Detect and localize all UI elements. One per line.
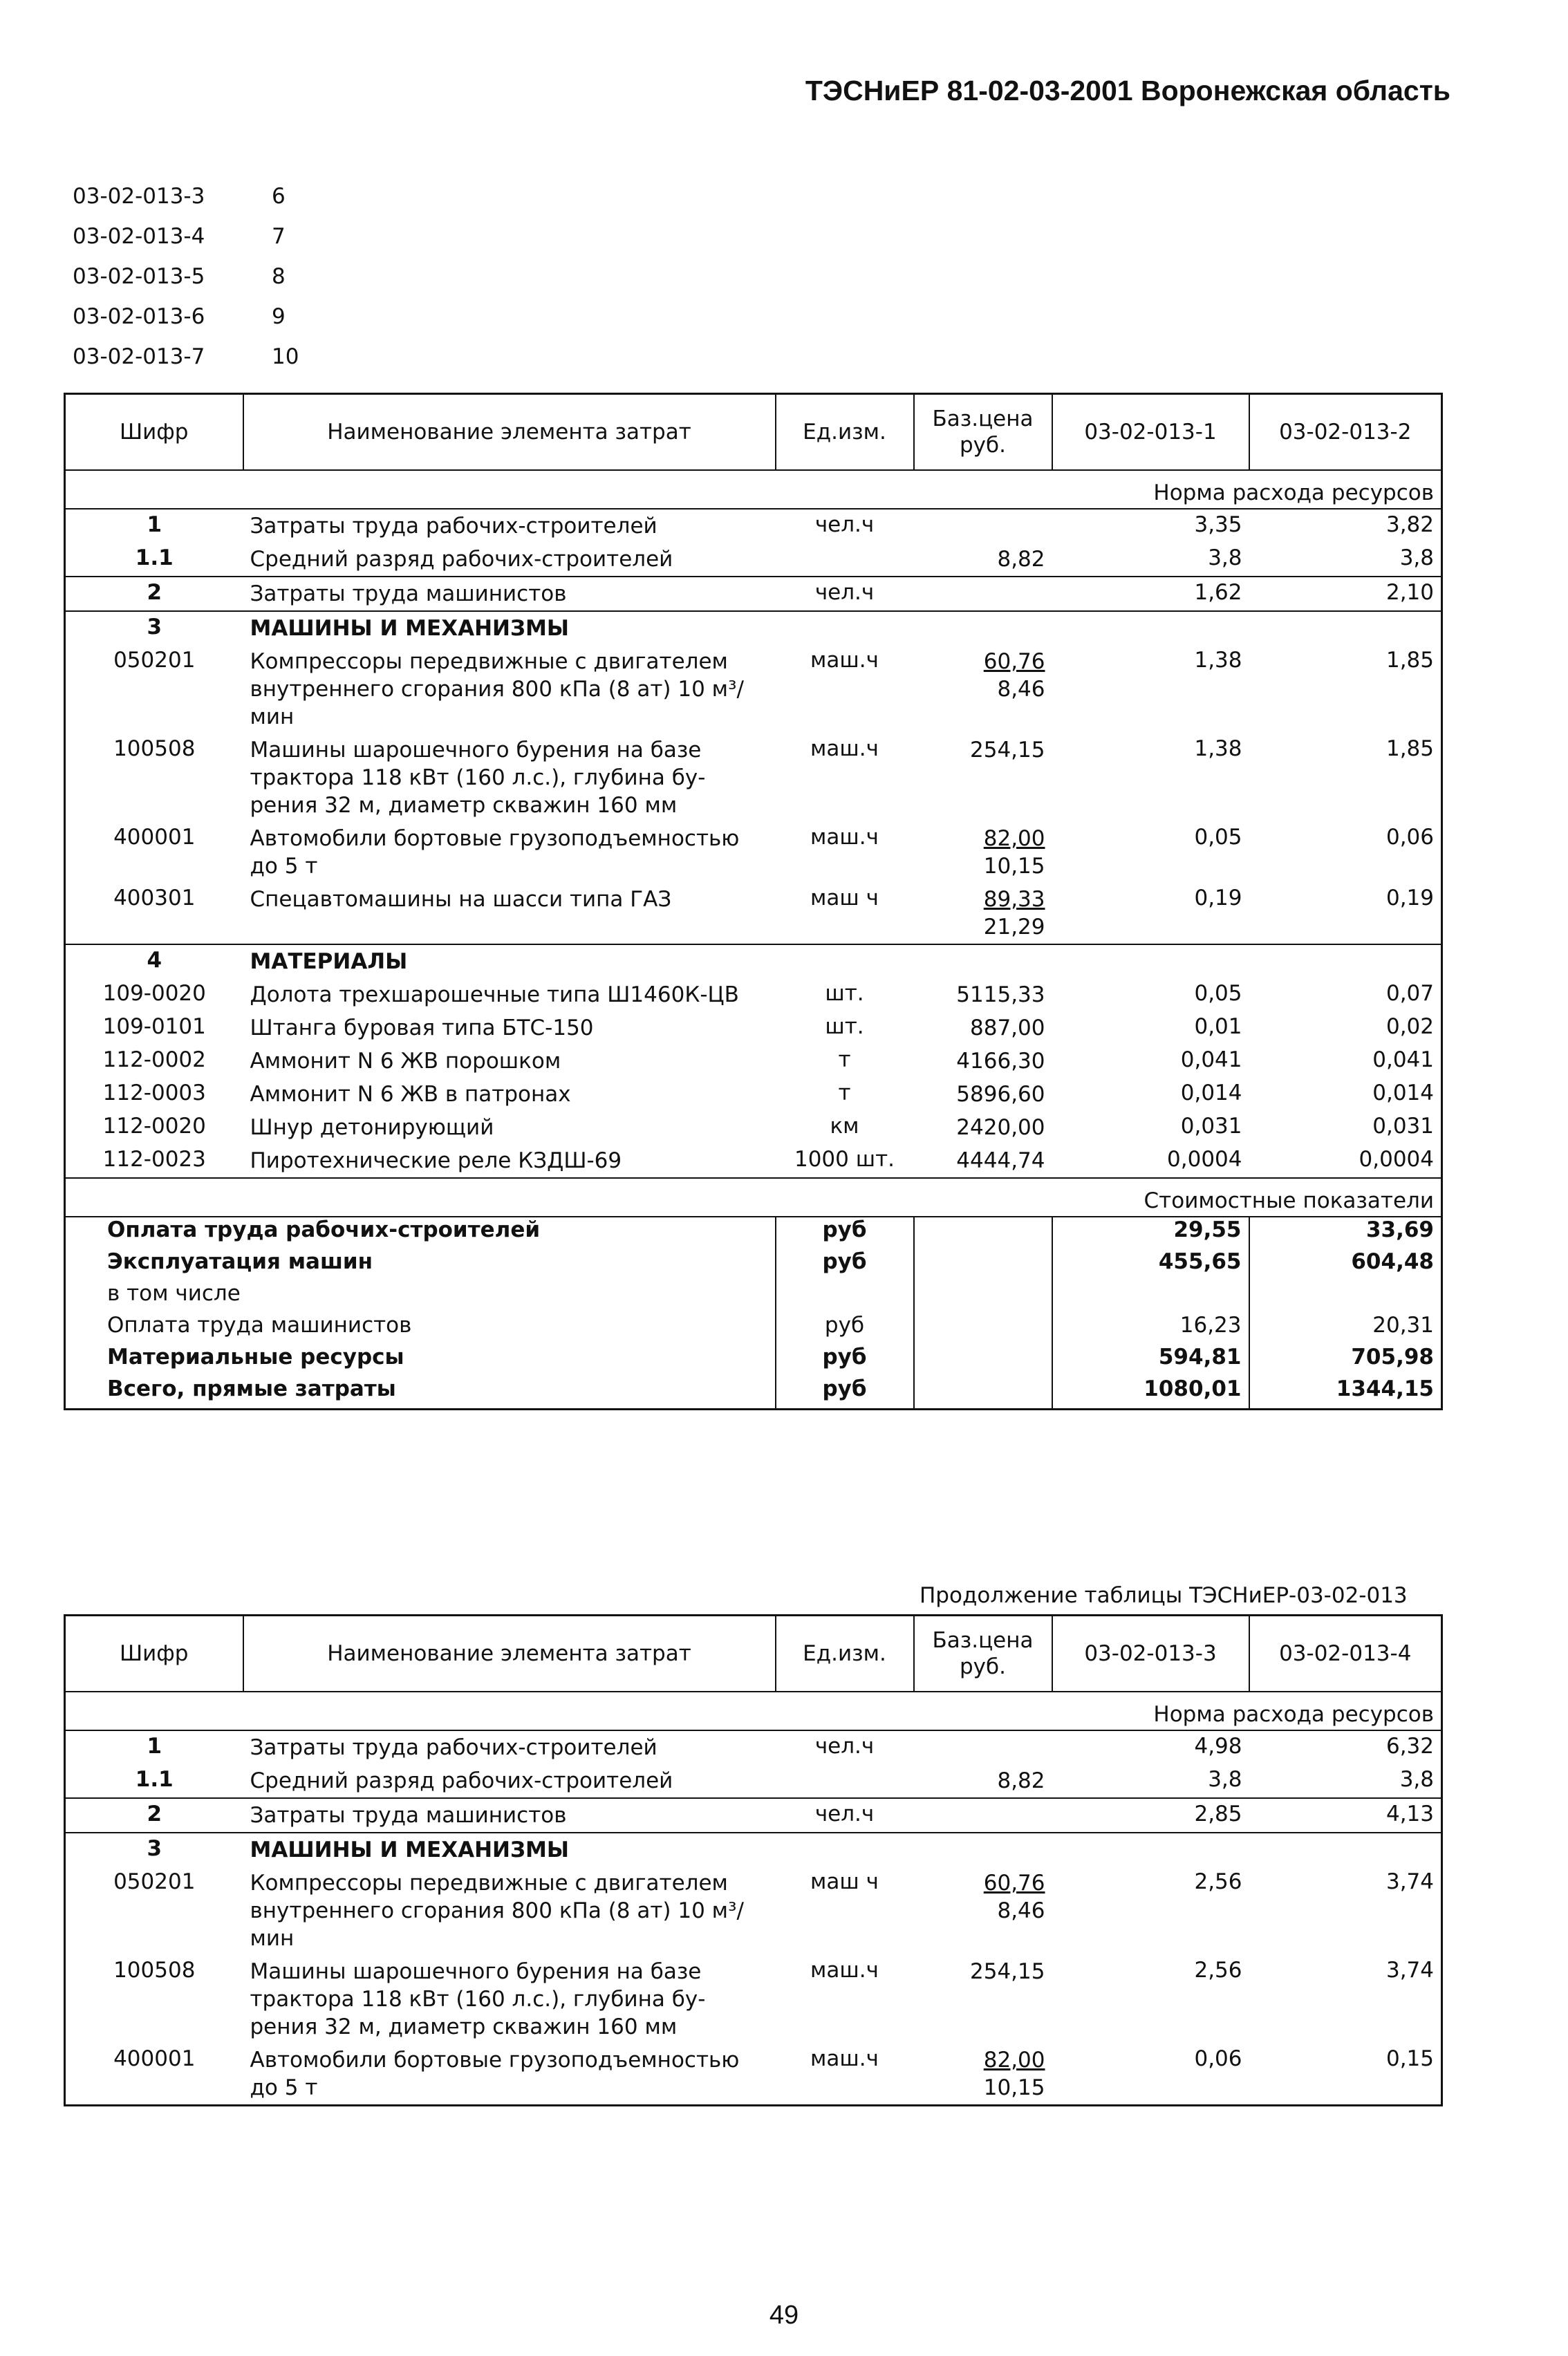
row-value-1: 0,19	[1194, 886, 1242, 910]
column-header: Баз.цена руб.	[914, 394, 1052, 471]
row-name: Долота трехшарошечные типа Ш1460К-ЦВ	[250, 982, 739, 1007]
table-row	[65, 2044, 1442, 2106]
code-list-code: 03-02-013-3	[73, 184, 205, 209]
row-price	[914, 1798, 1052, 1833]
row-name: МАШИНЫ И МЕХАНИЗМЫ	[243, 611, 776, 645]
code-list-item	[73, 216, 299, 256]
table-row	[65, 978, 1442, 1011]
row-name: Аммонит N 6 ЖВ порошком	[250, 1049, 561, 1074]
row-unit	[776, 543, 914, 577]
row-name: Компрессоры передвижные с двигателем внутреннего сгорания 800 кПа (8 ат) 10 м³/мин	[250, 1871, 744, 1951]
row-name: Автомобили бортовые грузоподъемностью до 5 т	[250, 826, 740, 879]
resource-table-2	[64, 1614, 1443, 2106]
row-code: 400001	[113, 2046, 196, 2071]
table-row	[65, 1078, 1442, 1111]
row-name: Затраты труда рабочих-строителей	[243, 1730, 776, 1764]
row-code: 050201	[113, 648, 196, 673]
cost-value-1: 455,65	[1052, 1249, 1249, 1281]
cost-label: Эксплуатация машин	[65, 1249, 776, 1281]
row-price	[914, 1833, 1052, 1867]
code-list-number: 9	[272, 304, 286, 329]
cost-row	[65, 1217, 1442, 1249]
row-value-1: 0,01	[1194, 1014, 1242, 1039]
row-price	[914, 944, 1052, 978]
norm-section-label: Норма расхода ресурсов	[1153, 1702, 1434, 1727]
row-code: 1	[65, 509, 243, 543]
row-price	[914, 2044, 1052, 2106]
cost-value-2: 604,48	[1351, 1249, 1434, 1274]
row-price	[914, 1011, 1052, 1045]
row-value-2: 0,15	[1385, 2046, 1434, 2071]
row-price	[914, 577, 1052, 611]
code-list-item	[73, 256, 299, 297]
row-price-value: 5896,60	[956, 1082, 1045, 1107]
cost-value-2: 33,69	[1249, 1217, 1442, 1249]
table-row	[65, 1764, 1442, 1798]
row-price	[914, 883, 1052, 944]
cost-value-1: 29,55	[1052, 1217, 1249, 1249]
row-name: Затраты труда машинистов	[243, 1798, 776, 1833]
row-unit: маш.ч	[810, 2046, 879, 2071]
row-name: Затраты труда рабочих-строителей	[243, 509, 776, 543]
row-unit: км	[830, 1114, 859, 1139]
row-value-1	[1052, 944, 1249, 978]
row-value-2: 0,041	[1372, 1047, 1434, 1072]
row-code: 3	[65, 1833, 243, 1867]
cost-price-empty	[914, 1217, 1052, 1249]
row-code: 1.1	[135, 1767, 174, 1792]
cost-unit	[776, 1281, 914, 1313]
row-price	[914, 1078, 1052, 1111]
cost-unit: руб	[776, 1313, 914, 1345]
cost-label: Оплата труда рабочих-строителей	[65, 1217, 776, 1249]
row-price	[914, 822, 1052, 883]
table-row	[65, 645, 1442, 733]
row-value-2: 0,06	[1385, 825, 1434, 850]
row-unit: маш ч	[810, 1869, 879, 1894]
column-header: 03-02-013-3	[1052, 1616, 1249, 1692]
row-value-1: 2,56	[1194, 1869, 1242, 1894]
row-value-1: 1,38	[1194, 736, 1242, 761]
row-value-1: 0,041	[1180, 1047, 1242, 1072]
table-row	[65, 1833, 1442, 1867]
row-value-2	[1249, 1833, 1442, 1867]
row-unit: маш.ч	[810, 736, 879, 761]
table-header-row	[65, 394, 1442, 471]
row-unit: шт.	[825, 1014, 864, 1039]
row-value-1: 0,05	[1194, 981, 1242, 1006]
row-price	[914, 543, 1052, 577]
row-unit	[776, 944, 914, 978]
table-row	[65, 822, 1442, 883]
column-header: Наименование элемента затрат	[243, 1616, 776, 1692]
row-value-2: 0,0004	[1359, 1147, 1434, 1172]
row-name: Спецавтомашины на шасси типа ГАЗ	[250, 887, 672, 912]
row-value-2: 0,031	[1372, 1114, 1434, 1139]
code-list-item	[73, 176, 299, 216]
table-row	[65, 509, 1442, 543]
table-row	[65, 944, 1442, 978]
row-code: 112-0003	[102, 1081, 206, 1105]
row-value-2: 4,13	[1249, 1798, 1442, 1833]
table-row	[65, 1730, 1442, 1764]
row-name: Аммонит N 6 ЖВ в патронах	[250, 1082, 571, 1107]
row-price	[914, 1764, 1052, 1798]
row-price	[914, 978, 1052, 1011]
row-value-2: 3,8	[1399, 1767, 1434, 1792]
row-unit: чел.ч	[776, 577, 914, 611]
row-code: 1	[65, 1730, 243, 1764]
row-price-value: 89,33	[983, 887, 1045, 912]
code-list-code: 03-02-013-7	[73, 344, 205, 369]
cost-label: Всего, прямые затраты	[65, 1376, 776, 1410]
cost-value-2	[1249, 1281, 1442, 1313]
cost-unit: руб	[776, 1345, 914, 1376]
row-value-2: 0,014	[1372, 1081, 1434, 1105]
norm-section-row	[65, 1692, 1442, 1730]
cost-price-empty	[914, 1249, 1052, 1281]
cost-unit: руб	[776, 1376, 914, 1410]
cost-label: в том числе	[65, 1281, 776, 1313]
column-header: Баз.цена руб.	[914, 1616, 1052, 1692]
cost-label: Материальные ресурсы	[65, 1345, 776, 1376]
row-name: МАТЕРИАЛЫ	[243, 944, 776, 978]
row-price-secondary: 10,15	[983, 854, 1045, 879]
row-name: Пиротехнические реле КЗДШ-69	[250, 1148, 622, 1173]
row-unit: чел.ч	[776, 509, 914, 543]
row-price	[914, 1955, 1052, 2044]
row-unit	[776, 611, 914, 645]
row-value-1: 2,56	[1194, 1958, 1242, 1983]
row-unit: чел.ч	[776, 1730, 914, 1764]
row-unit: 1000 шт.	[794, 1147, 895, 1172]
cost-price-empty	[914, 1345, 1052, 1376]
row-value-1: 3,8	[1208, 545, 1242, 570]
norm-section-row	[65, 470, 1442, 509]
column-header: 03-02-013-2	[1249, 394, 1442, 471]
row-price-value: 254,15	[970, 1959, 1045, 1984]
row-price-secondary: 21,29	[983, 915, 1045, 939]
column-header: 03-02-013-4	[1249, 1616, 1442, 1692]
cost-value-2: 20,31	[1372, 1313, 1434, 1338]
table-row	[65, 1798, 1442, 1833]
code-list-number: 7	[272, 224, 286, 249]
cost-value-1: 1080,01	[1052, 1376, 1249, 1410]
column-header: Шифр	[65, 1616, 243, 1692]
row-value-2: 3,8	[1399, 545, 1434, 570]
row-price-value: 254,15	[970, 738, 1045, 763]
cost-section-row	[65, 1178, 1442, 1217]
row-unit	[776, 1764, 914, 1798]
code-list-item	[73, 297, 299, 337]
cost-unit: руб	[776, 1217, 914, 1249]
row-price	[914, 509, 1052, 543]
row-name: Штанга буровая типа БТС-150	[250, 1016, 594, 1040]
row-name: Затраты труда машинистов	[243, 577, 776, 611]
row-code: 400001	[113, 825, 196, 850]
row-name: Автомобили бортовые грузоподъемностью до 5 т	[250, 2048, 740, 2100]
continuation-caption: Продолжение таблицы ТЭСНиЕР-03-02-013	[920, 1583, 1408, 1608]
row-price	[914, 611, 1052, 645]
row-code: 112-0023	[102, 1147, 206, 1172]
row-value-2: 6,32	[1249, 1730, 1442, 1764]
row-name: Компрессоры передвижные с двигателем внутреннего сгорания 800 кПа (8 ат) 10 м³/мин	[250, 649, 744, 729]
row-price-value: 4166,30	[956, 1049, 1045, 1074]
document-title: ТЭСНиЕР 81-02-03-2001 Воронежская область	[805, 75, 1450, 106]
row-price-value: 8,82	[997, 1768, 1045, 1793]
row-value-2	[1249, 944, 1442, 978]
row-price-secondary: 8,46	[997, 1898, 1045, 1923]
cost-row	[65, 1313, 1442, 1345]
row-price	[914, 1144, 1052, 1178]
row-name: Машины шарошечного бурения на базе трактора 118 кВт (160 л.с.), глубина бу-рения 32 м, диаметр скважин 160 мм	[250, 1959, 706, 2039]
row-price	[914, 645, 1052, 733]
cost-section-label: Стоимостные показатели	[65, 1178, 1442, 1217]
row-price-secondary: 10,15	[983, 2075, 1045, 2100]
column-header: Шифр	[65, 394, 243, 471]
row-value-1	[1052, 1833, 1249, 1867]
row-code: 112-0002	[102, 1047, 206, 1072]
row-unit	[776, 1833, 914, 1867]
row-code: 109-0020	[102, 981, 206, 1006]
code-list-item	[73, 337, 299, 377]
row-price	[914, 733, 1052, 822]
code-list-number: 6	[272, 184, 286, 209]
row-unit: шт.	[825, 981, 864, 1006]
row-name: Машины шарошечного бурения на базе трактора 118 кВт (160 л.с.), глубина бу-рения 32 м, диаметр скважин 160 мм	[250, 738, 706, 818]
cost-value-1	[1052, 1281, 1249, 1313]
row-price-value: 8,82	[997, 547, 1045, 572]
table-row	[65, 1111, 1442, 1144]
cost-label: Оплата труда машинистов	[65, 1313, 776, 1345]
row-code: 1.1	[135, 545, 174, 570]
row-price-value: 887,00	[970, 1016, 1045, 1040]
row-value-1: 0,031	[1180, 1114, 1242, 1139]
row-value-2: 1,85	[1385, 648, 1434, 673]
code-list-code: 03-02-013-6	[73, 304, 205, 329]
row-unit: чел.ч	[776, 1798, 914, 1833]
table-row	[65, 1011, 1442, 1045]
cost-row	[65, 1249, 1442, 1281]
row-price	[914, 1730, 1052, 1764]
row-unit: маш.ч	[810, 1958, 879, 1983]
row-code: 112-0020	[102, 1114, 206, 1139]
row-value-2: 0,02	[1385, 1014, 1434, 1039]
cost-row	[65, 1376, 1442, 1410]
norm-section-label: Норма расхода ресурсов	[1153, 480, 1434, 505]
row-value-2: 0,07	[1385, 981, 1434, 1006]
row-code: 3	[65, 611, 243, 645]
row-value-2: 2,10	[1249, 577, 1442, 611]
row-price-value: 60,76	[983, 649, 1045, 674]
row-value-1: 0,05	[1194, 825, 1242, 850]
row-value-1: 0,06	[1194, 2046, 1242, 2071]
row-price-value: 4444,74	[956, 1148, 1045, 1173]
code-list-code: 03-02-013-5	[73, 264, 205, 289]
code-list-code: 03-02-013-4	[73, 224, 205, 249]
row-name: Средний разряд рабочих-строителей	[250, 1768, 673, 1793]
row-code: 100508	[113, 736, 196, 761]
cost-unit: руб	[776, 1249, 914, 1281]
row-code: 050201	[113, 1869, 196, 1894]
table-row	[65, 883, 1442, 944]
row-unit: маш ч	[810, 886, 879, 910]
row-price-secondary: 8,46	[997, 677, 1045, 702]
row-code: 2	[65, 577, 243, 611]
row-value-2: 3,82	[1249, 509, 1442, 543]
table-row	[65, 733, 1442, 822]
table-row	[65, 611, 1442, 645]
row-value-1: 1,38	[1194, 648, 1242, 673]
cost-price-empty	[914, 1281, 1052, 1313]
row-unit: т	[838, 1081, 851, 1105]
row-price	[914, 1867, 1052, 1955]
cost-value-1: 16,23	[1052, 1313, 1249, 1345]
row-unit: маш.ч	[810, 648, 879, 673]
cost-value-2: 705,98	[1351, 1345, 1434, 1369]
row-value-2	[1249, 611, 1442, 645]
row-name: МАШИНЫ И МЕХАНИЗМЫ	[243, 1833, 776, 1867]
table-row	[65, 577, 1442, 611]
column-header: Ед.изм.	[776, 394, 914, 471]
table-row	[65, 1144, 1442, 1178]
cost-price-empty	[914, 1313, 1052, 1345]
table-row	[65, 543, 1442, 577]
cost-value-1: 594,81	[1052, 1345, 1249, 1376]
row-unit: т	[838, 1047, 851, 1072]
page-number: 49	[769, 2301, 799, 2330]
row-value-2: 1,85	[1385, 736, 1434, 761]
cost-row	[65, 1281, 1442, 1313]
row-code: 100508	[113, 1958, 196, 1983]
row-code: 109-0101	[102, 1014, 206, 1039]
row-code: 400301	[113, 886, 196, 910]
row-value-1: 3,8	[1208, 1767, 1242, 1792]
row-price	[914, 1045, 1052, 1078]
resource-table-1	[64, 393, 1443, 1410]
row-value-1	[1052, 611, 1249, 645]
cost-value-2: 1344,15	[1336, 1376, 1434, 1401]
row-value-1: 4,98	[1052, 1730, 1249, 1764]
column-header: Наименование элемента затрат	[243, 394, 776, 471]
cost-price-empty	[914, 1376, 1052, 1410]
row-value-2: 0,19	[1385, 886, 1434, 910]
table-row	[65, 1867, 1442, 1955]
row-price	[914, 1111, 1052, 1144]
row-value-1: 0,0004	[1167, 1147, 1242, 1172]
row-price-value: 5115,33	[956, 982, 1045, 1007]
row-price-value: 82,00	[983, 826, 1045, 851]
cost-row	[65, 1345, 1442, 1376]
row-price-value: 60,76	[983, 1871, 1045, 1896]
row-name: Шнур детонирующий	[250, 1115, 494, 1140]
row-price-value: 82,00	[983, 2048, 1045, 2073]
row-value-2: 3,74	[1385, 1869, 1434, 1894]
code-list	[73, 176, 299, 377]
row-value-2: 3,74	[1385, 1958, 1434, 1983]
column-header: Ед.изм.	[776, 1616, 914, 1692]
table-header-row	[65, 1616, 1442, 1692]
row-value-1: 1,62	[1052, 577, 1249, 611]
row-code: 2	[65, 1798, 243, 1833]
code-list-number: 10	[272, 344, 299, 369]
row-name: Средний разряд рабочих-строителей	[250, 547, 673, 572]
table-row	[65, 1045, 1442, 1078]
row-value-1: 2,85	[1052, 1798, 1249, 1833]
code-list-number: 8	[272, 264, 286, 289]
row-value-1: 3,35	[1052, 509, 1249, 543]
row-value-1: 0,014	[1180, 1081, 1242, 1105]
row-code: 4	[65, 944, 243, 978]
row-unit: маш.ч	[810, 825, 879, 850]
column-header: 03-02-013-1	[1052, 394, 1249, 471]
table-row	[65, 1955, 1442, 2044]
row-price-value: 2420,00	[956, 1115, 1045, 1140]
